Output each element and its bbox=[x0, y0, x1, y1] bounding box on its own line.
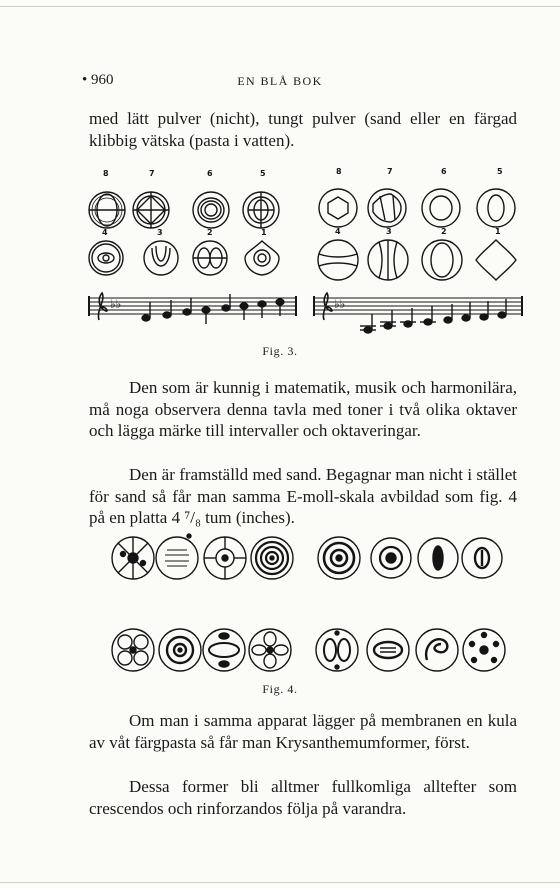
page-header bbox=[0, 72, 560, 92]
fig3-left-bottom-3 bbox=[144, 241, 178, 275]
fig3-left-top-6 bbox=[193, 192, 229, 228]
fig3-label: 5 bbox=[497, 167, 503, 176]
fig4-top-3 bbox=[204, 537, 246, 579]
fig3-right-bottom-1 bbox=[476, 240, 516, 280]
fig4-caption: Fig. 4. bbox=[262, 682, 298, 696]
fig3-label: 1 bbox=[261, 228, 267, 237]
fig3-left-top-5 bbox=[243, 192, 279, 228]
fig4-top-7 bbox=[418, 538, 458, 578]
fig3-label: 4 bbox=[335, 227, 341, 236]
fig3-staff-right bbox=[314, 293, 522, 320]
paragraph-sand: Den är framställd med sand. Begagnar man nicht i stället för sand så får man samma E-moll-skala avbildad som fig. 4 på en platta 4 ⁷/₈ tum (inches). bbox=[89, 465, 517, 527]
fig3-left-bottom-1 bbox=[245, 241, 279, 275]
fig4-top-2 bbox=[156, 534, 198, 579]
page-number: • 960 bbox=[82, 72, 114, 88]
fig4-illustration bbox=[0, 530, 560, 680]
fig3-right-top-7 bbox=[368, 189, 406, 227]
fig3-label: 3 bbox=[386, 227, 392, 236]
fig3-label: 6 bbox=[441, 167, 447, 176]
page-bottom-edge bbox=[0, 882, 560, 883]
paragraph-harmony: Den som är kunnig i matematik, musik och harmonilära, må noga observera denna tavla med toner i två olika oktaver och lägga märke till intervaller och oktaveringar. bbox=[89, 378, 517, 440]
fig3-label: 7 bbox=[387, 167, 393, 176]
fig3-label: 8 bbox=[103, 169, 109, 178]
fig4-bottom-5 bbox=[316, 629, 358, 671]
fig4-bottom-2 bbox=[159, 629, 201, 671]
fig4-bottom-4 bbox=[249, 629, 291, 671]
paragraph-forms: Dessa former bli alltmer fullkomliga alltefter som crescendos och rinforzandos följa på varandra. bbox=[89, 777, 517, 818]
fig3-right-bottom-2 bbox=[422, 240, 462, 280]
fig3-label: 8 bbox=[336, 167, 342, 176]
svg-text:♭♭: ♭♭ bbox=[334, 297, 346, 311]
running-head: EN BLÅ BOK bbox=[237, 74, 323, 88]
fig3-right-top-8 bbox=[319, 189, 357, 227]
paragraph-paste: Om man i samma apparat lägger på membranen en kula av våt färgpasta så får man Krysanthemumformer, först. bbox=[89, 711, 517, 752]
fig3-right-bottom-3 bbox=[368, 240, 408, 280]
fig3-right-bottom-4 bbox=[318, 240, 358, 280]
fig3-illustration bbox=[0, 160, 560, 500]
fig3-staff-right-notes bbox=[360, 299, 506, 333]
fig4-bottom-3 bbox=[203, 629, 245, 671]
fig3-label: 2 bbox=[207, 228, 213, 237]
fig3-label: 2 bbox=[441, 227, 447, 236]
fig3-right-top-6 bbox=[422, 189, 460, 227]
fig3-label: 7 bbox=[149, 169, 155, 178]
fig3-left-bottom-4 bbox=[89, 241, 123, 275]
fig4-bottom-7 bbox=[416, 629, 458, 671]
fig3-left-bottom-2 bbox=[193, 241, 227, 275]
fig3-left-top-8 bbox=[89, 192, 125, 228]
fig3-right-top-5 bbox=[477, 189, 515, 227]
fig3-label: 6 bbox=[207, 169, 213, 178]
fig4-top-6 bbox=[371, 538, 411, 578]
fig4-bottom-1 bbox=[112, 629, 154, 671]
fig4-top-4 bbox=[251, 537, 293, 579]
fig3-label: 5 bbox=[260, 169, 266, 178]
fig3-label: 3 bbox=[157, 228, 163, 237]
paragraph-intro: med lätt pulver (nicht), tungt pulver (sand eller en färgad klibbig vätska (pasta i vatten). bbox=[89, 109, 517, 150]
fig4-bottom-8 bbox=[463, 629, 505, 671]
svg-text:♭♭: ♭♭ bbox=[110, 297, 122, 311]
fig4-bottom-6 bbox=[367, 629, 409, 671]
fig4-top-5 bbox=[318, 537, 360, 579]
fig4-top-1 bbox=[112, 537, 154, 579]
fig3-left-top-7 bbox=[133, 192, 169, 228]
fig4-top-8 bbox=[462, 538, 502, 578]
fig3-label: 1 bbox=[495, 227, 501, 236]
fig3-caption: Fig. 3. bbox=[262, 344, 298, 358]
fig3-label: 4 bbox=[102, 228, 108, 237]
page-top-edge bbox=[0, 6, 560, 7]
